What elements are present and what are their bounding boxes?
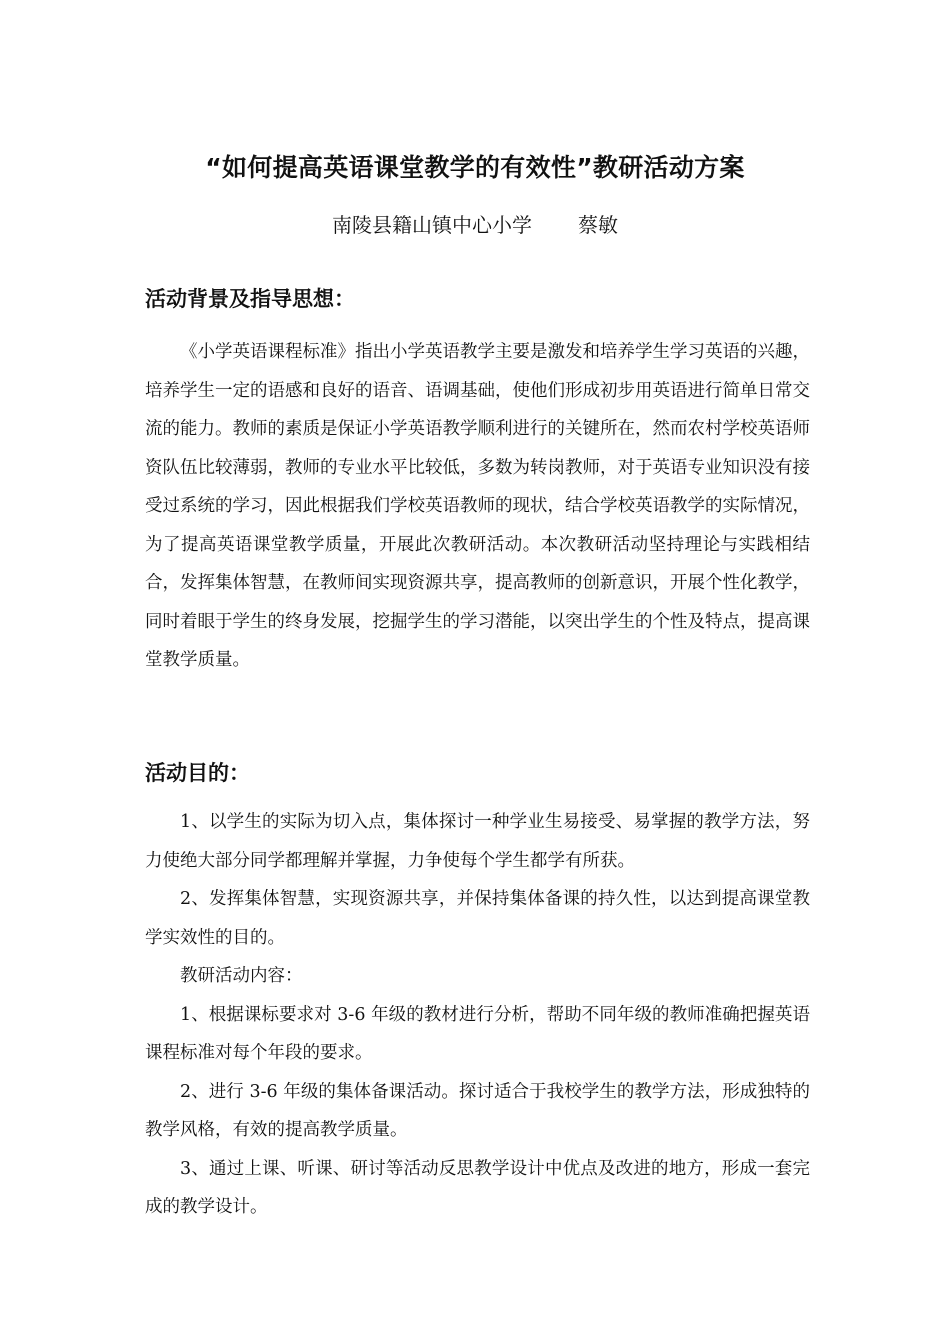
author-name: 蔡敏 xyxy=(578,213,618,237)
section-heading-purpose: 活动目的： xyxy=(145,761,250,785)
list-item: 1、根据课标要求对 3-6 年级的教材进行分析，帮助不同年级的教师准确把握英语课程标准对每个年段的要求。 xyxy=(145,1004,810,1063)
list-item: 3、通过上课、听课、研讨等活动反思教学设计中优点及改进的地方，形成一套完成的教学设计。 xyxy=(145,1158,810,1217)
document-byline xyxy=(0,210,950,240)
document-title: “如何提高英语课堂教学的有效性”教研活动方案 xyxy=(205,153,745,182)
section-body-background xyxy=(145,333,810,680)
section-body-purpose xyxy=(145,803,810,1227)
list-item: 2、进行 3-6 年级的集体备课活动。探讨适合于我校学生的教学方法，形成独特的教学风格，有效的提高教学质量。 xyxy=(145,1081,810,1140)
school-name: 南陵县籍山镇中心小学 xyxy=(332,213,532,237)
section-heading-background: 活动背景及指导思想： xyxy=(145,287,355,311)
paragraph: 《小学英语课程标准》指出小学英语教学主要是激发和培养学生学习英语的兴趣，培养学生一定的语感和良好的语音、语调基础，使他们形成初步用英语进行简单日常交流的能力。教师的素质是保证小学英语教学顺利进行的关键所在，然而农村学校英语师资队伍比较薄弱，教师的专业水平比较低，多数为转岗教师，对于英语专业知识没有接受过系统的学习，因此根据我们学校英语教师的现状，结合学校英语教学的实际情况，为了提高英语课堂教学质量，开展此次教研活动。本次教研活动坚持理论与实践相结合，发挥集体智慧，在教师间实现资源共享，提高教师的创新意识，开展个性化教学，同时着眼于学生的终身发展，挖掘学生的学习潜能，以突出学生的个性及特点，提高课堂教学质量。 xyxy=(145,342,810,670)
subheading-content: 教研活动内容： xyxy=(180,966,303,986)
list-item: 1、以学生的实际为切入点，集体探讨一种学业生易接受、易掌握的教学方法，努力使绝大部分同学都理解并掌握，力争使每个学生都学有所获。 xyxy=(145,812,810,871)
list-item: 2、发挥集体智慧，实现资源共享，并保持集体备课的持久性，以达到提高课堂教学实效性的目的。 xyxy=(145,889,810,948)
